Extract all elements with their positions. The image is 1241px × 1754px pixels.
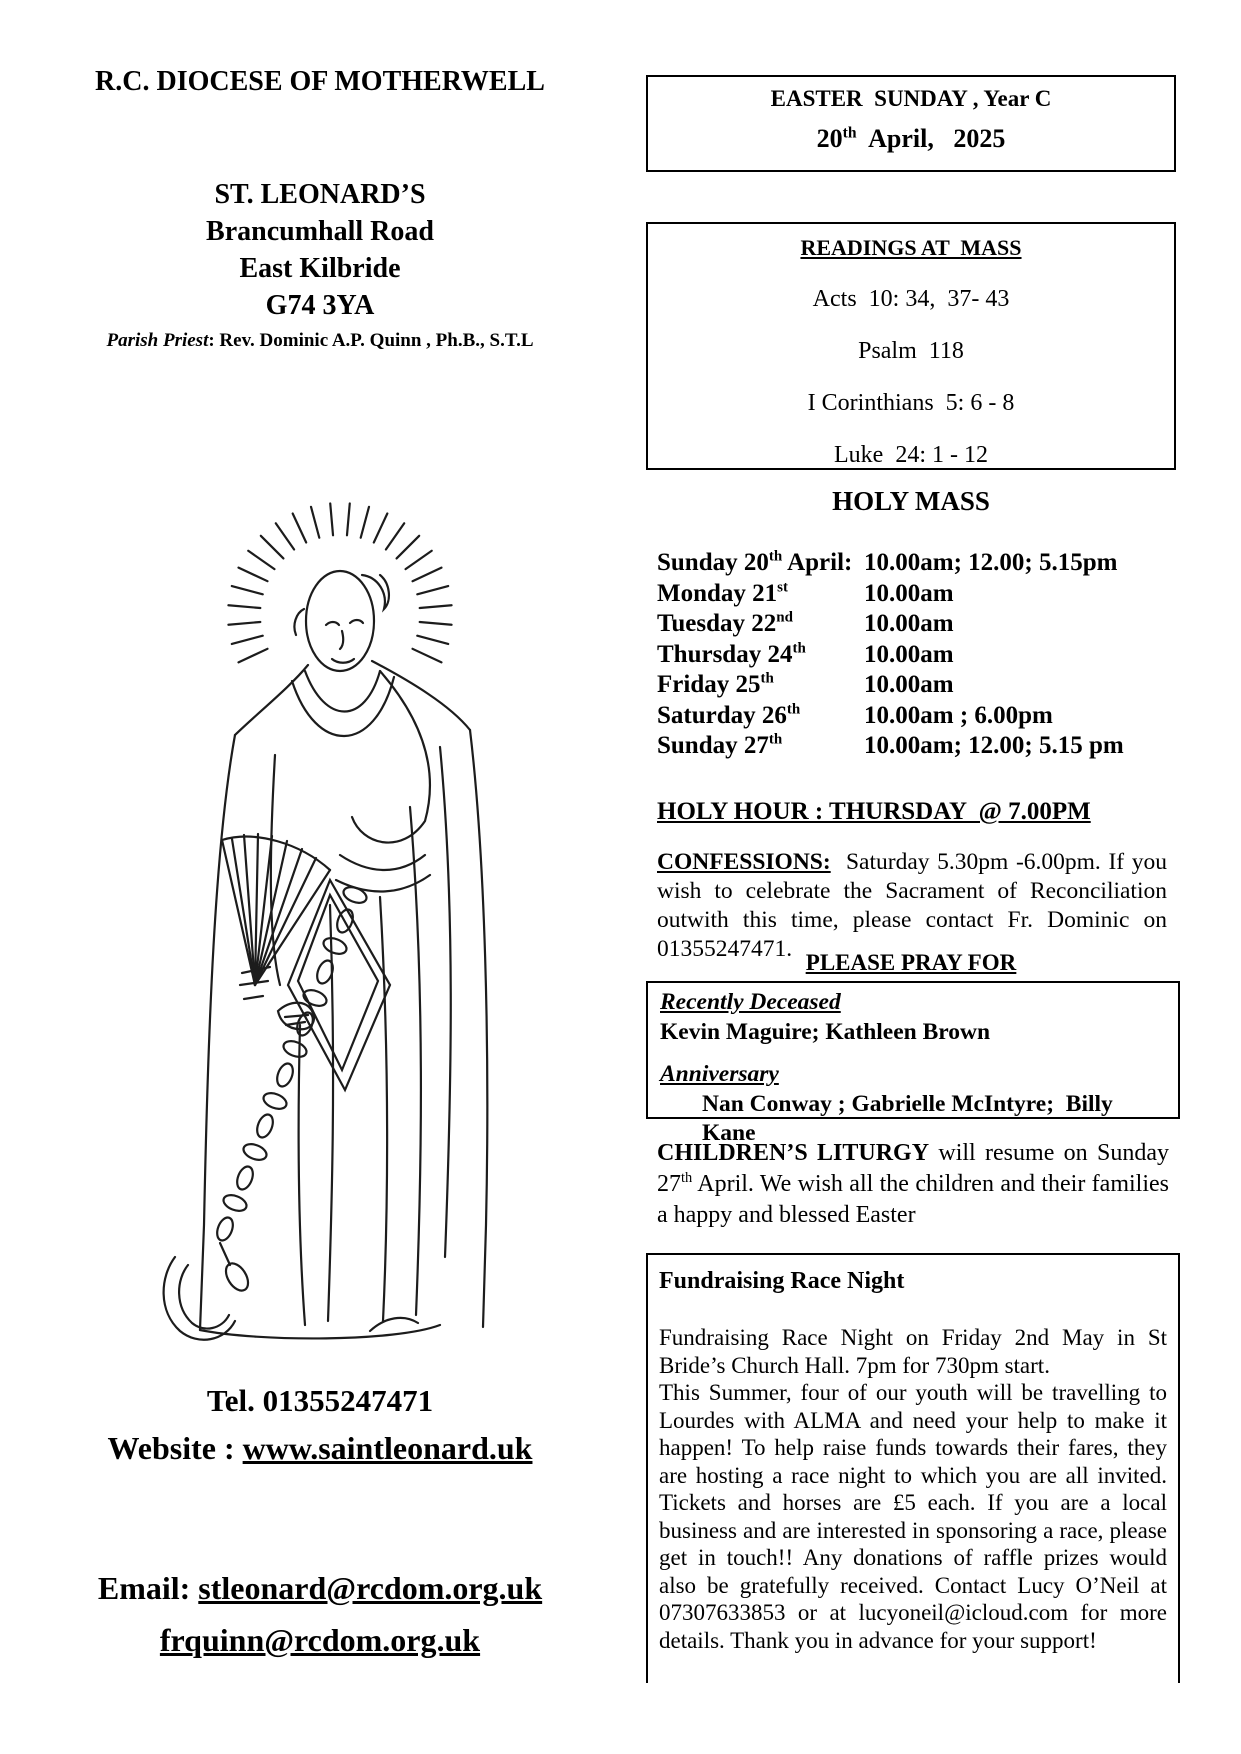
confessions-paragraph <box>657 848 1167 964</box>
anniversary-label: Anniversary <box>660 1061 779 1087</box>
childrens-liturgy-text: will resume on Sunday 27 <box>657 1140 1169 1197</box>
mass-times: 10.00am ; 6.00pm <box>864 701 1053 729</box>
spacer <box>660 1047 1166 1060</box>
robe <box>200 661 487 1338</box>
masthead-box <box>646 75 1176 172</box>
mass-schedule-row <box>657 579 1177 610</box>
mass-schedule-row <box>657 701 1177 732</box>
email-block <box>60 1562 580 1666</box>
childrens-liturgy-text: April. We wish all the children and their families a happy and blessed Easter <box>657 1171 1169 1228</box>
mass-schedule-row <box>657 670 1177 701</box>
mass-times: 10.00am; 12.00; 5.15 pm <box>864 732 1124 759</box>
mass-times: 10.00am <box>864 671 954 698</box>
church-address-block <box>60 176 580 324</box>
reading-item: Psalm 118 <box>858 338 964 364</box>
telephone-line: Tel. 01355247471 <box>206 1383 434 1418</box>
mass-day: Tuesday 22nd <box>657 609 793 637</box>
pray-for-box <box>646 981 1180 1146</box>
email-link-primary[interactable]: stleonard@rcdom.org.uk <box>198 1570 543 1606</box>
church-postcode: G74 3YA <box>265 290 375 321</box>
email-link-secondary[interactable]: frquinn@rcdom.org.uk <box>159 1622 481 1658</box>
parish-priest-value: : Rev. Dominic A.P. Quinn , Ph.B., S.T.L <box>208 330 534 351</box>
church-name: ST. LEONARD’S <box>214 179 426 210</box>
mass-schedule <box>657 548 1177 762</box>
halo-rays <box>228 503 451 662</box>
feast-date-ordinal: th <box>842 124 857 142</box>
confessions-label: CONFESSIONS: <box>657 849 831 875</box>
mass-day: Friday 25th <box>657 670 774 698</box>
mass-schedule-row <box>657 609 1177 640</box>
mass-day: Sunday 20th April: <box>657 548 853 576</box>
recently-deceased-label: Recently Deceased <box>660 989 841 1015</box>
mass-day: Monday 21st <box>657 579 788 607</box>
website-line <box>60 1430 580 1467</box>
saint-leonard-illustration <box>140 425 500 1365</box>
reading-item: I Corinthians 5: 6 - 8 <box>807 390 1015 416</box>
anniversary-names: Nan Conway ; Gabrielle McIntyre; Billy Kane <box>702 1090 1119 1146</box>
head <box>294 571 389 671</box>
email-line-secondary <box>60 1614 580 1666</box>
ordinal: th <box>681 1170 693 1186</box>
fundraising-paragraph: This Summer, four of our youth will be travelling to Lourdes with ALMA and need your help to make it happen! To help raise funds towards their fares, they are hosting a race night to which you are all invited. Tickets and horses are £5 each. If you are a local business and are interested in sponsoring a race, please get in touch!! Any donations of raffle prizes would also be gratefully received. Contact Lucy O’Neil at 07307633853 or at lucyoneil@icloud.com for more details. Thank you in advance for your support! <box>659 1380 1167 1653</box>
website-label: Website : <box>107 1430 243 1466</box>
mass-day: Thursday 24th <box>657 640 806 668</box>
email-line-primary <box>60 1562 580 1614</box>
please-pray-for-heading: PLEASE PRAY FOR <box>805 950 1017 975</box>
readings-box <box>646 222 1176 470</box>
mass-times: 10.00am <box>864 610 954 637</box>
mass-day: Saturday 26th <box>657 701 801 729</box>
recently-deceased-names: Kevin Maguire; Kathleen Brown <box>660 1018 991 1045</box>
email-label: Email: <box>97 1570 199 1606</box>
childrens-liturgy-paragraph <box>657 1138 1169 1231</box>
parish-priest-label: Parish Priest <box>106 330 209 351</box>
mass-day: Sunday 27th <box>657 731 783 759</box>
feast-date-day: 20 <box>816 124 843 153</box>
fundraising-body <box>659 1324 1167 1654</box>
confessions-text: Saturday 5.30pm -6.00pm. If you wish to celebrate the Sacrament of Reconciliation outwith this time, please contact Fr. Dominic on 01355247471. <box>657 849 1167 962</box>
holy-hour-heading: HOLY HOUR : THURSDAY @ 7.00PM <box>657 798 1091 825</box>
mass-schedule-row <box>657 640 1177 671</box>
fundraising-race-night-box <box>646 1253 1180 1683</box>
parish-priest-line <box>60 330 580 352</box>
diocese-title: R.C. DIOCESE OF MOTHERWELL <box>95 66 545 97</box>
fundraising-paragraph: Fundraising Race Night on Friday 2nd May in St Bride’s Church Hall. 7pm for 730pm start. <box>659 1325 1167 1378</box>
mass-times: 10.00am; 12.00; 5.15pm <box>864 549 1118 576</box>
feast-date-rest: April, 2025 <box>856 124 1006 153</box>
mass-times: 10.00am <box>864 640 954 668</box>
mass-schedule-row <box>657 731 1177 762</box>
reading-item: Acts 10: 34, 37- 43 <box>812 286 1010 312</box>
shackle <box>164 1243 253 1340</box>
fundraising-heading: Fundraising Race Night <box>659 1268 905 1294</box>
readings-heading: READINGS AT MASS <box>800 235 1022 260</box>
mass-times: 10.00am <box>864 579 954 607</box>
mass-schedule-row <box>657 548 1177 579</box>
church-town: East Kilbride <box>239 253 401 284</box>
childrens-liturgy-label: CHILDREN’S LITURGY <box>657 1140 930 1166</box>
feast-title: EASTER SUNDAY , Year C <box>770 86 1052 111</box>
church-street: Brancumhall Road <box>206 216 434 247</box>
reading-item: Luke 24: 1 - 12 <box>834 442 988 468</box>
website-link[interactable]: www.saintleonard.uk <box>242 1430 533 1466</box>
holy-mass-heading: HOLY MASS <box>832 486 990 516</box>
feast-date <box>648 124 1174 154</box>
